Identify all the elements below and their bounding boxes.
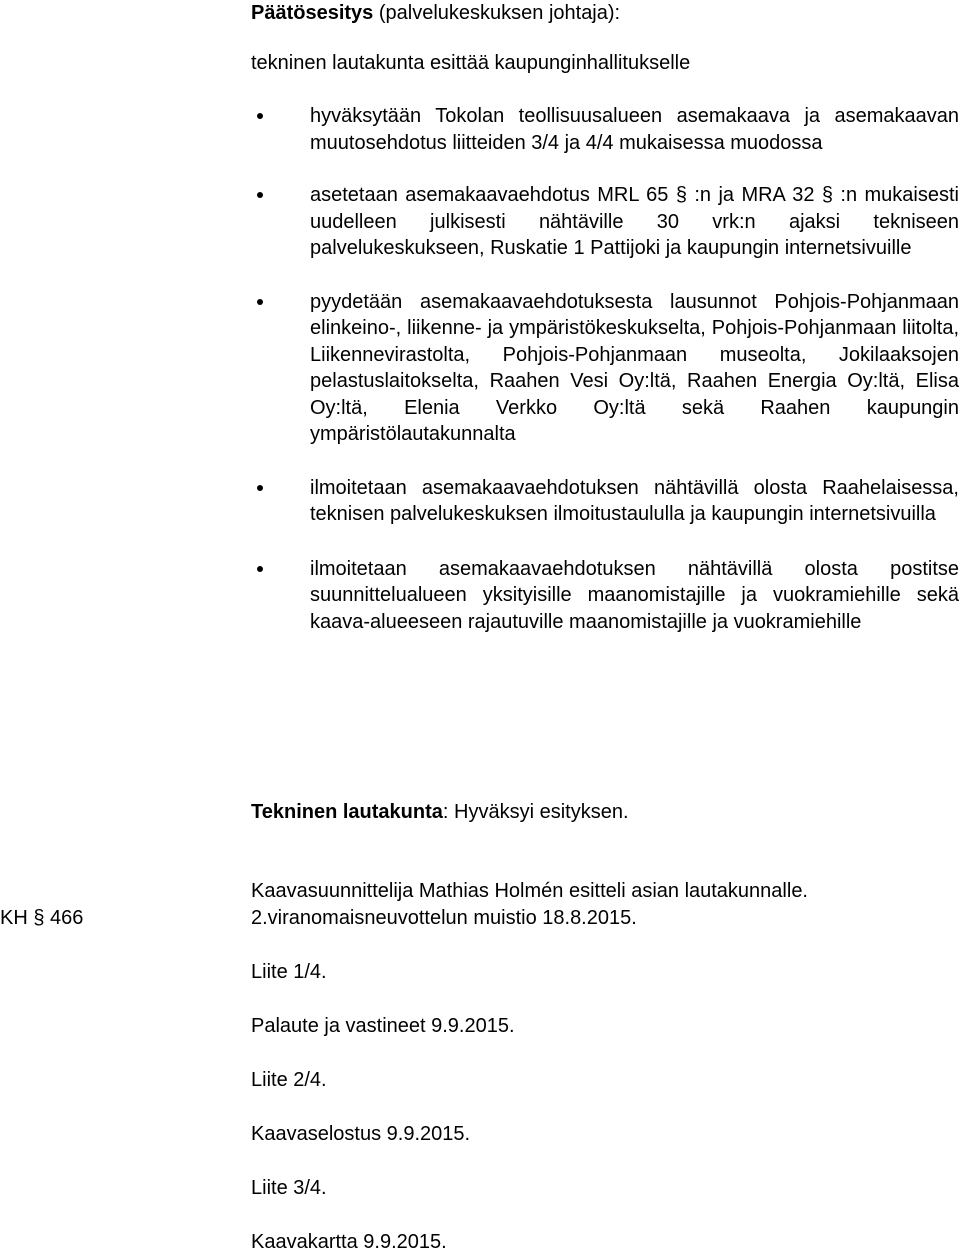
presentation-line: Kaavasuunnittelija Mathias Holmén esitteli asian lautakunnalle.: [251, 880, 808, 902]
section-body: [251, 878, 956, 1256]
attachment-label: Liite 2/4.: [251, 1069, 327, 1091]
list-item: [251, 182, 959, 262]
bullet-icon: [257, 485, 263, 491]
bullet-text: ilmoitetaan asemakaavaehdotuksen nähtävillä olosta Raahelaisessa, teknisen palvelukeskuksen ilmoitustaululla ja kaupungin internetsivuilla: [310, 476, 959, 525]
bullet-text: hyväksytään Tokolan teollisuusalueen asemakaava ja asemakaavan muutosehdotus liitteiden 3/4 ja 4/4 mukaisessa muodossa: [310, 105, 959, 154]
attachment-label: Liite 1/4.: [251, 961, 327, 983]
committee-decision: [251, 799, 956, 826]
attachment-line: 2.viranomaisneuvottelun muistio 18.8.2015.: [251, 907, 637, 929]
committee-decision-bold: Tekninen lautakunta: [251, 801, 443, 823]
proposal-heading-bold: Päätösesitys: [251, 2, 374, 24]
proposal-heading: [251, 0, 956, 27]
bullet-icon: [257, 566, 263, 572]
list-item: [251, 475, 959, 528]
bullet-icon: [257, 113, 263, 119]
bullet-text: ilmoitetaan asemakaavaehdotuksen nähtävillä olosta postitse suunnittelualueen yksityisille maanomistajille ja vuokramiehille sekä kaava-alueeseen rajautuville maanomistajille ja vuokramiehille: [310, 557, 959, 633]
bullet-icon: [257, 299, 263, 305]
bullet-text: asetetaan asemakaavaehdotus MRL 65 § :n ja MRA 32 § :n mukaisesti uudelleen julkisesti nähtäville 30 vrk:n ajaksi tekniseen palvelukeskukseen, Ruskatie 1 Pattijoki ja kaupungin internetsivuille: [310, 184, 959, 259]
list-item: [251, 103, 959, 156]
attachment-line: Palaute ja vastineet 9.9.2015.: [251, 1015, 515, 1037]
section-number: KH § 466: [0, 907, 84, 929]
committee-decision-rest: : Hyväksyi esityksen.: [442, 801, 629, 823]
proposal-intro: tekninen lautakunta esittää kaupunginhallitukselle: [251, 52, 691, 74]
list-item: [251, 556, 959, 636]
list-item: [251, 289, 959, 448]
bullet-icon: [257, 192, 263, 198]
attachment-label: Liite 3/4.: [251, 1177, 327, 1199]
proposal-heading-rest: (palvelukeskuksen johtaja):: [373, 2, 621, 24]
bullet-text: pyydetään asemakaavaehdotuksesta lausunnot Pohjois-Pohjanmaan elinkeino-, liikenne- ja ympäristökeskukselta, Pohjois-Pohjanmaan liitolta, Liikennevirastolta, Pohjois-Pohjanmaan museolta, Jokilaaksojen pelastuslaitokselta, Raahen Vesi Oy:ltä, Raahen Energia Oy:ltä, Elisa Oy:ltä, Elenia Verkko Oy:ltä sekä Raahen kaupungin ympäristölautakunnalta: [310, 290, 959, 445]
proposal-bullet-list: [251, 103, 959, 635]
attachment-line: Kaavakartta 9.9.2015.: [251, 1231, 447, 1253]
attachment-line: Kaavaselostus 9.9.2015.: [251, 1123, 471, 1145]
